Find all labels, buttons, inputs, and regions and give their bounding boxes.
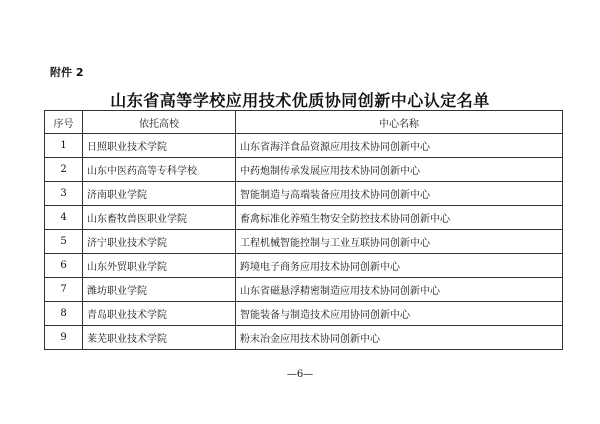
row-number: 8	[45, 302, 83, 326]
header-school: 依托高校	[83, 111, 236, 134]
row-school: 山东畜牧兽医职业学院	[83, 206, 236, 230]
page-number: —6—	[286, 369, 314, 380]
row-number: 5	[45, 230, 83, 254]
row-number: 1	[45, 134, 83, 158]
row-center-name: 工程机械智能控制与工业互联协同创新中心	[236, 230, 563, 254]
row-school: 山东外贸职业学院	[83, 254, 236, 278]
row-number: 9	[45, 326, 83, 350]
row-center-name: 山东省磁悬浮精密制造应用技术协同创新中心	[236, 278, 563, 302]
row-number: 3	[45, 182, 83, 206]
row-school: 莱芜职业技术学院	[83, 326, 236, 350]
table-row	[45, 326, 563, 350]
row-school: 潍坊职业学院	[83, 278, 236, 302]
table-row	[45, 230, 563, 254]
table-header-row	[45, 111, 563, 134]
header-center-name: 中心名称	[236, 111, 563, 134]
row-center-name: 畜禽标准化养殖生物安全防控技术协同创新中心	[236, 206, 563, 230]
row-school: 青岛职业技术学院	[83, 302, 236, 326]
row-school: 山东中医药高等专科学校	[83, 158, 236, 182]
row-center-name: 中药炮制传承发展应用技术协同创新中心	[236, 158, 563, 182]
table-row	[45, 206, 563, 230]
row-school: 济南职业学院	[83, 182, 236, 206]
row-number: 6	[45, 254, 83, 278]
row-center-name: 粉末冶金应用技术协同创新中心	[236, 326, 563, 350]
row-number: 7	[45, 278, 83, 302]
row-school: 济宁职业技术学院	[83, 230, 236, 254]
row-school: 日照职业技术学院	[83, 134, 236, 158]
row-number: 4	[45, 206, 83, 230]
row-center-name: 智能装备与制造技术应用协同创新中心	[236, 302, 563, 326]
row-center-name: 智能制造与高端装备应用技术协同创新中心	[236, 182, 563, 206]
header-number: 序号	[45, 111, 83, 134]
table-row	[45, 278, 563, 302]
center-list-table	[44, 110, 563, 350]
table-row	[45, 302, 563, 326]
table-row	[45, 254, 563, 278]
table-row	[45, 182, 563, 206]
row-center-name: 跨境电子商务应用技术协同创新中心	[236, 254, 563, 278]
row-number: 2	[45, 158, 83, 182]
attachment-label: 附件 2	[50, 66, 84, 79]
table-row	[45, 158, 563, 182]
row-center-name: 山东省海洋食品资源应用技术协同创新中心	[236, 134, 563, 158]
document-title: 山东省高等学校应用技术优质协同创新中心认定名单	[110, 91, 490, 110]
table-row	[45, 134, 563, 158]
